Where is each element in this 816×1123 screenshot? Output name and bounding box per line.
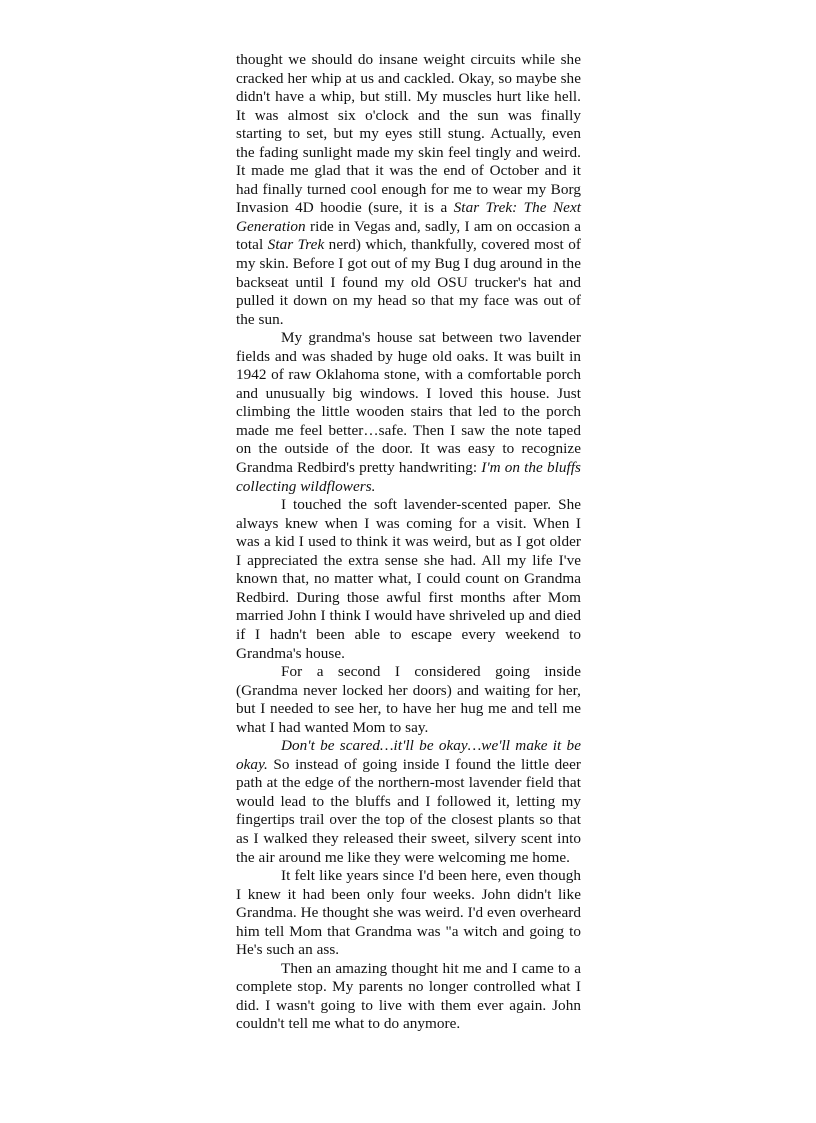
text-run: nerd) which, thankfully, covered most of my skin. Before I got out of my Bug I dug around in the backseat until I found my old OSU trucker's hat and pulled it down on my head so that my face was out of the sun. — [236, 236, 581, 328]
paragraph — [236, 663, 581, 737]
text-run: For a second I considered going inside (Grandma never locked her doors) and waiting for her, but I needed to see her, to have her hug me and tell me what I had wanted Mom to say. — [236, 663, 581, 736]
paragraph — [236, 867, 581, 960]
text-run: My grandma's house sat between two lavender fields and was shaded by huge old oaks. It was built in 1942 of raw Oklahoma stone, with a comfortable porch and unusually big windows. I loved this house. Just climbing the little wooden stairs that led to the porch made me feel better…safe. Then I saw the note taped on the outside of the door. It was easy to recognize Grandma Redbird's pretty handwriting: — [236, 329, 581, 477]
italic-text-run: Star Trek — [267, 236, 325, 254]
body-text-column — [236, 51, 581, 1034]
paragraph — [236, 960, 581, 1034]
italic-text-run: Star Trek: The Next Generation — [236, 199, 582, 235]
text-run: I touched the soft lavender-scented paper. She always knew when I was coming for a visit. When I was a kid I used to think it was weird, but as I got older I appreciated the extra sense she had. All my life I've known that, no matter what, I could count on Grandma Redbird. During those awful first months after Mom married John I think I would have shriveled up and died if I hadn't been able to escape every weekend to Grandma's house. — [236, 496, 581, 662]
text-run: So instead of going inside I found the little deer path at the edge of the northern-most lavender field that would lead to the bluffs and I followed it, letting my fingertips trail over the top of the closest plants so that as I walked they released their sweet, silvery scent into the air around me like they were welcoming me home. — [236, 755, 581, 866]
text-run: thought we should do insane weight circuits while she cracked her whip at us and cackled. Okay, so maybe she didn't have a whip, but still. My muscles hurt like hell. It was almost six o'clock and the sun was finally starting to set, but my eyes still stung. Actually, even the fading sunlight made my skin feel tingly and weird. It made me glad that it was the end of October and it had finally turned cool enough for me to wear my Borg Invasion 4D hoodie (sure, it is a — [236, 51, 581, 217]
paragraph — [236, 51, 581, 329]
paragraph — [236, 496, 581, 663]
italic-text-run: Don't be scared…it'll be okay…we'll make it be okay. — [236, 737, 581, 773]
paragraph — [236, 329, 581, 496]
italic-text-run: I'm on the bluffs collecting wildflowers. — [236, 459, 582, 495]
text-run: Then an amazing thought hit me and I came to a complete stop. My parents no longer controlled what I did. I wasn't going to live with them ever again. John couldn't tell me what to do anymore. — [236, 959, 581, 1033]
text-run: ride in Vegas and, sadly, I am on occasion a total — [236, 217, 581, 254]
text-run: It felt like years since I'd been here, even though I knew it had been only four weeks. John didn't like Grandma. He thought she was weird. I'd even overheard him tell Mom that Grandma was "a witch and going to He's such an ass. — [236, 867, 581, 959]
paragraph — [236, 737, 581, 867]
